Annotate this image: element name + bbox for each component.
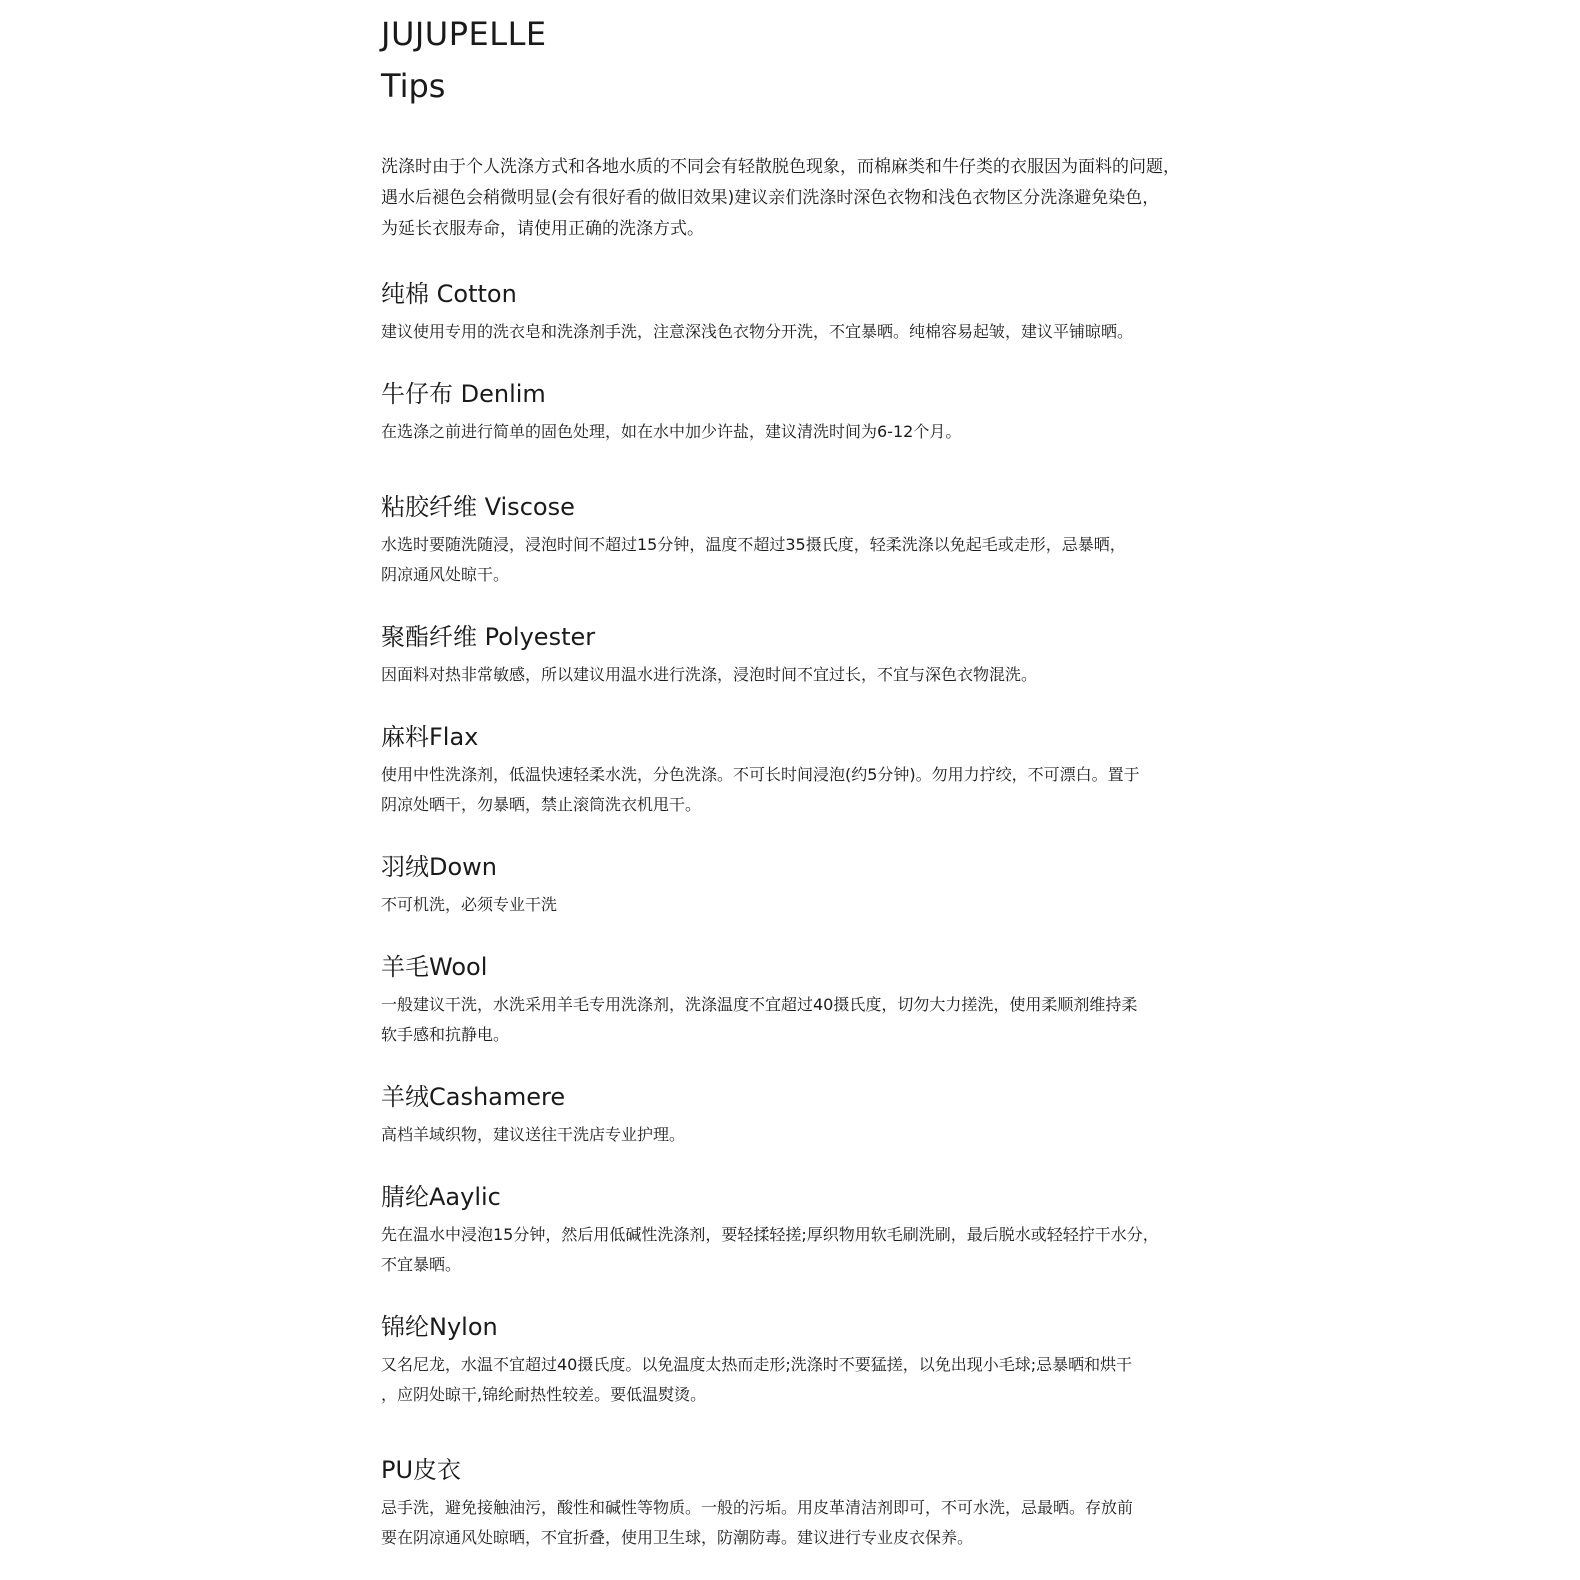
- section-line: 不可机洗，必须专业干洗: [381, 895, 558, 914]
- section-line: 软手感和抗静电。: [381, 1025, 510, 1044]
- intro-line: 遇水后褪色会稍微明显(会有很好看的做旧效果)建议亲们洗涤时深色衣物和浅色衣物区分洗涤避免染色，: [381, 188, 1160, 208]
- section-heading: PU皮衣: [381, 1456, 462, 1484]
- section-acrylic: [381, 1181, 1241, 1280]
- section-line: 又名尼龙，水温不宜超过40摄氏度。以免温度太热而走形;洗涤时不要猛搓，以免出现小毛球;忌暴晒和烘干: [381, 1355, 1133, 1374]
- section-line: 要在阴凉通风处晾晒，不宜折叠，使用卫生球，防潮防毒。建议进行专业皮衣保养。: [381, 1528, 974, 1547]
- section-body: [381, 990, 1241, 1050]
- section-heading: 腈纶Aaylic: [381, 1183, 501, 1211]
- section-body: [381, 1120, 1241, 1150]
- section-body: [381, 317, 1241, 347]
- section-line: 因面料对热非常敏感，所以建议用温水进行洗涤，浸泡时间不宜过长，不宜与深色衣物混洗。: [381, 665, 1038, 684]
- section-heading: 纯棉 Cotton: [381, 280, 517, 308]
- section-body: [381, 760, 1241, 820]
- section-heading: 羊绒Cashamere: [381, 1083, 566, 1111]
- section-line: 不宜暴晒。: [381, 1255, 462, 1274]
- section-denim: [381, 378, 1241, 447]
- section-body: [381, 1220, 1241, 1280]
- section-body: [381, 890, 1241, 920]
- section-line: 阴凉通风处晾干。: [381, 565, 510, 584]
- section-body: [381, 530, 1241, 590]
- section-heading: 粘胶纤维 Viscose: [381, 493, 575, 521]
- section-line: 水选时要随洗随浸，浸泡时间不超过15分钟，温度不超过35摄氏度，轻柔洗涤以免起毛或走形，忌暴晒，: [381, 535, 1126, 554]
- care-tips-content: [381, 14, 1241, 1553]
- section-line: 阴凉处晒干，勿暴晒，禁止滚筒洗衣机甩干。: [381, 795, 702, 814]
- section-flax: [381, 721, 1241, 820]
- section-pu-leather: [381, 1454, 1241, 1553]
- section-wool: [381, 951, 1241, 1050]
- intro-paragraph: [381, 152, 1241, 245]
- section-cashmere: [381, 1081, 1241, 1150]
- section-heading: 锦纶Nylon: [381, 1313, 498, 1341]
- section-cotton: [381, 278, 1241, 347]
- page-title: Tips: [381, 67, 446, 105]
- section-heading: 牛仔布 Denlim: [381, 380, 546, 408]
- intro-line: 为延长衣服寿命，请使用正确的洗涤方式。: [381, 219, 704, 239]
- section-heading: 麻料Flax: [381, 723, 479, 751]
- section-heading: 聚酯纤维 Polyester: [381, 623, 596, 651]
- section-line: 先在温水中浸泡15分钟，然后用低碱性洗涤剂，要轻揉轻搓;厚织物用软毛刷洗刷，最后脱水或轻轻拧干水分，: [381, 1225, 1159, 1244]
- section-line: 忌手洗，避免接触油污，酸性和碱性等物质。一般的污垢。用皮革清洁剂即可，不可水洗，忌最晒。存放前: [381, 1498, 1134, 1517]
- intro-line: 洗涤时由于个人洗涤方式和各地水质的不同会有轻散脱色现象，而棉麻类和牛仔类的衣服因为面料的问题，: [381, 157, 1180, 177]
- section-nylon: [381, 1311, 1241, 1410]
- section-body: [381, 1493, 1241, 1553]
- section-line: ，应阴处晾干,锦纶耐热性较差。要低温熨烫。: [381, 1385, 707, 1404]
- section-line: 一般建议干洗，水洗采用羊毛专用洗涤剂，洗涤温度不宜超过40摄氏度，切勿大力搓洗，使用柔顺剂维持柔: [381, 995, 1138, 1014]
- section-body: [381, 660, 1241, 690]
- section-line: 建议使用专用的洗衣皂和洗涤剂手洗，注意深浅色衣物分开洗，不宜暴晒。纯棉容易起皱，建议平铺晾晒。: [381, 322, 1134, 341]
- section-polyester: [381, 621, 1241, 690]
- section-line: 使用中性洗涤剂，低温快速轻柔水洗，分色洗涤。不可长时间浸泡(约5分钟)。勿用力拧绞，不可漂白。置于: [381, 765, 1140, 784]
- section-body: [381, 417, 1241, 447]
- section-down: [381, 851, 1241, 920]
- section-heading: 羽绒Down: [381, 853, 498, 881]
- section-line: 在选涤之前进行简单的固色处理，如在水中加少许盐，建议清洗时间为6-12个月。: [381, 422, 962, 441]
- section-line: 高档羊域织物，建议送往干洗店专业护理。: [381, 1125, 686, 1144]
- section-body: [381, 1350, 1241, 1410]
- brand-name: JUJUPELLE: [381, 15, 547, 53]
- section-viscose: [381, 491, 1241, 590]
- section-heading: 羊毛Wool: [381, 953, 488, 981]
